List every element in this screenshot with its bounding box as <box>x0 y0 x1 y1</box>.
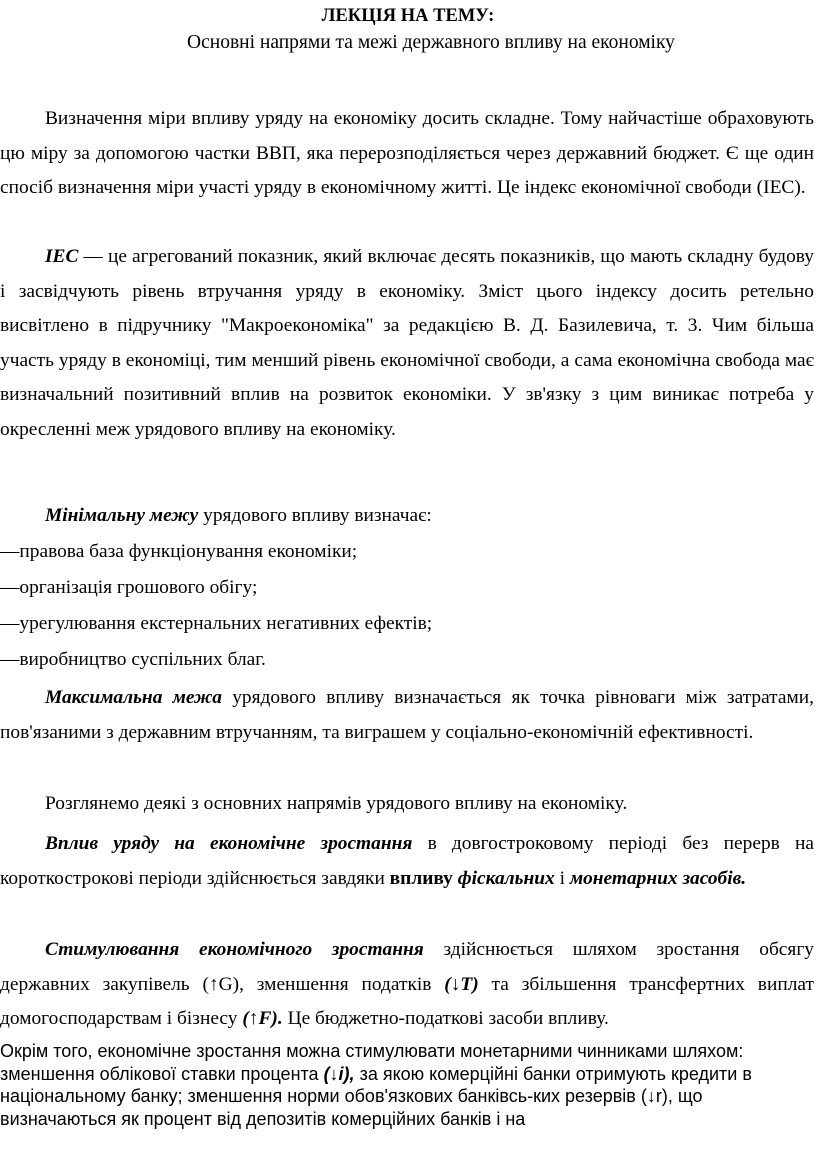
list-item: —правова база функціонування економіки; <box>0 541 358 562</box>
paragraph-growth-stimulation: Стимулювання економічного зростання здійснюється шляхом зростання обсягу державних закупівель (↑G), зменшення податків (↓T) та збільшення трансфертних виплат домогосподарствам і бізнесу (↑F). Це бюджетно-податкові засоби впливу. <box>0 939 814 1029</box>
paragraph-directions <box>0 787 814 822</box>
term-growth-influence: Вплив уряду на економічне зростання <box>45 833 413 854</box>
list-item: —виробництво суспільних благ. <box>0 649 266 670</box>
term-iec: ІЕС <box>45 246 79 267</box>
paragraph-text: Визначення міри впливу уряду на економіку досить складне. Тому найчастіше обраховують цю міру за допомогою частки ВВП, яка перерозподіляється через державний бюджет. Є ще один спосіб визначення міри участі уряду в економічному житті. Це індекс економічної свободи (ІЕС). <box>0 108 814 198</box>
list-item: —урегулювання екстернальних негативних ефектів; <box>0 613 433 634</box>
lecture-subtitle: Основні напрями та межі державного впливу на економіку <box>187 32 675 53</box>
term-max-limit: Максимальна межа <box>45 687 222 708</box>
paragraph-min-limit <box>0 499 814 534</box>
paragraph-definition <box>0 102 814 206</box>
paragraph-text: урядового впливу визначається як точка рівноваги між затратами, пов'язаними з державним втручанням, та виграшем у соціально-економічній ефективності. <box>0 687 814 743</box>
list-item: —організація грошового обігу; <box>0 577 258 598</box>
paragraph-monetary: Окрім того, економічне зростання можна стимулювати монетарними чинниками шляхом: зменшення облікової ставки процента (↓i), за якою комерційні банки отримують кредити в національному банку; зменшення норми обов'язкових банківсь-ких резервів (↓r), що визначаються як процент від депозитів комерційних банків і на <box>0 1041 752 1129</box>
paragraph-text: урядового впливу визначає: <box>198 505 432 526</box>
term-min-limit: Мінімальну межу <box>45 505 199 526</box>
paragraph-max-limit <box>0 681 814 750</box>
paragraph-text: — це агрегований показник, який включає десять показників, що мають складну будову і засвідчують рівень втручання уряду в економіку. Зміст цього індексу досить ретельно висвітлено в підручнику "Макроекономіка" за редакцією В. Д. Базилевича, т. 3. Чим більша участь уряду в економіці, тим менший рівень економічної свободи, а сама економічна свобода має визначальний позитивний вплив на розвиток економіки. У зв'язку з цим виникає потреба у окресленні меж урядового впливу на економіку. <box>0 246 814 440</box>
paragraph-text: Розглянемо деякі з основних напрямів урядового впливу на економіку. <box>45 793 628 814</box>
lecture-title: ЛЕКЦІЯ НА ТЕМУ: <box>321 6 495 26</box>
paragraph-growth-influence: Вплив уряду на економічне зростання в довгостроковому періоді без перерв на короткострокові періоди здійснюється завдяки впливу фіскальних і монетарних засобів. <box>0 833 814 889</box>
paragraph-iec <box>0 240 814 447</box>
term-growth-stimulation: Стимулювання економічного зростання <box>45 939 424 960</box>
